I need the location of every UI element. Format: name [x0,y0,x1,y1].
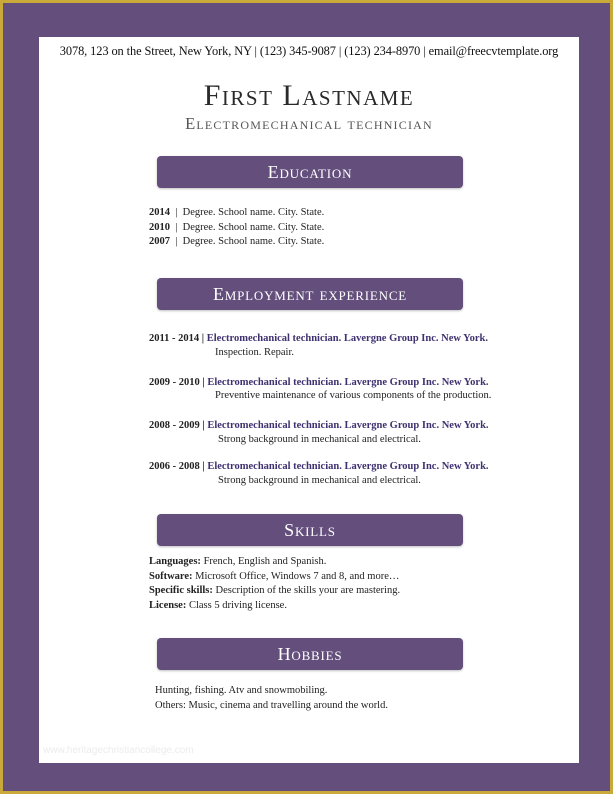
separator: | [175,222,178,233]
employment-period: 2009 - 2010 | [149,377,205,388]
employment-title: Electromechanical technician. Lavergne Group Inc. New York. [207,461,489,472]
employment-title: Electromechanical technician. Lavergne Group Inc. New York. [207,420,489,431]
education-year: 2010 [149,222,170,233]
education-entry [149,236,324,247]
watermark: www.heritagechristiancollege.com [43,745,194,756]
skill-value: Class 5 driving license. [188,600,287,611]
employment-period: 2011 - 2014 | [149,333,205,344]
skill-label: License: [149,600,187,611]
education-year: 2014 [149,207,170,218]
employment-title: Electromechanical technician. Lavergne Group Inc. New York. [207,377,489,388]
education-text: Degree. School name. City. State. [182,222,325,233]
page-border [3,3,610,791]
employment-description: Inspection. Repair. [215,347,295,358]
education-entry [149,222,324,233]
employment-period: 2008 - 2009 | [149,420,205,431]
employment-period: 2006 - 2008 | [149,461,205,472]
employment-description: Strong background in mechanical and electrical. [218,475,421,486]
employment-entry [149,377,489,388]
hobby-line: Hunting, fishing. Atv and snowmobiling. [155,685,328,696]
education-year: 2007 [149,236,170,247]
skill-label: Specific skills: [149,585,213,596]
employment-entry [149,420,489,431]
candidate-name: First Lastname [203,79,415,112]
resume-page [39,37,579,763]
employment-entry [149,333,488,344]
education-entry [149,207,324,218]
skill-line [149,600,287,611]
skill-label: Languages: [149,556,201,567]
employment-title: Electromechanical technician. Lavergne Group Inc. New York. [206,333,488,344]
employment-heading: Employment experience [157,278,463,310]
skill-value: Microsoft Office, Windows 7 and 8, and more… [195,571,400,582]
job-title: Electromechanical technician [185,114,433,133]
skill-value: Description of the skills your are mastering. [215,585,401,596]
skill-line [149,585,400,596]
skill-line [149,556,326,567]
employment-entry [149,461,489,472]
separator: | [175,207,178,218]
skill-line [149,571,399,582]
hobby-line: Others: Music, cinema and travelling around the world. [155,700,388,711]
employment-description: Strong background in mechanical and electrical. [218,434,421,445]
skill-label: Software: [149,571,193,582]
contact-line: 3078, 123 on the Street, New York, NY | (123) 345-9087 | (123) 234-8970 | email@freecvtemplate.org [59,44,559,58]
skills-heading: Skills [157,514,463,546]
skill-value: French, English and Spanish. [203,556,327,567]
education-text: Degree. School name. City. State. [182,236,325,247]
education-heading: Education [157,156,463,188]
separator: | [175,236,178,247]
employment-description: Preventive maintenance of various components of the production. [215,390,492,401]
hobbies-heading: Hobbies [157,638,463,670]
education-text: Degree. School name. City. State. [182,207,325,218]
